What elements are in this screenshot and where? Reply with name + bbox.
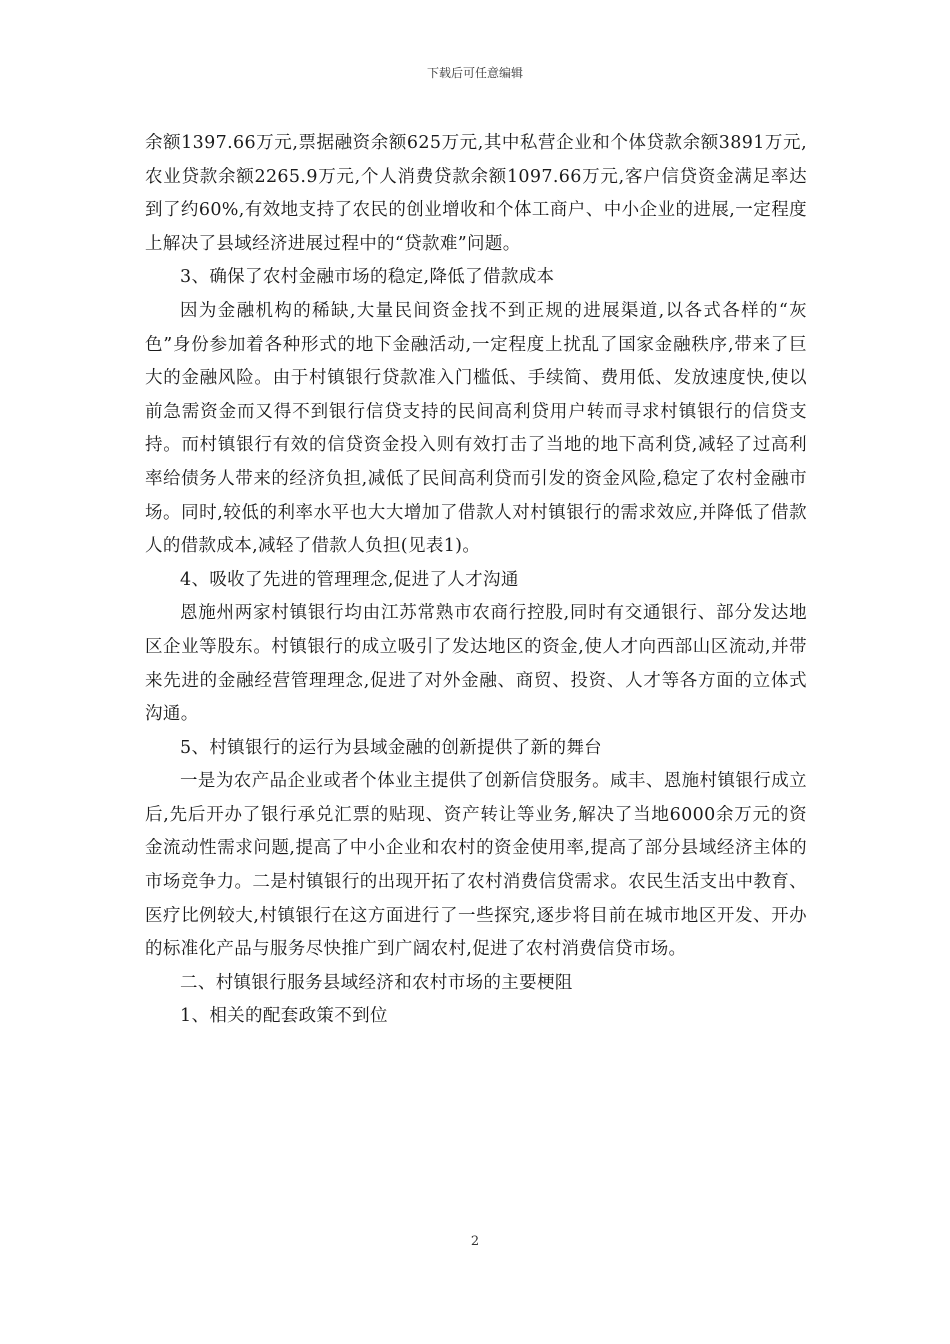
chapter-heading: 二、村镇银行服务县域经济和农村市场的主要梗阻 [180,972,573,993]
paragraph: 一是为农产品企业或者个体业主提供了创新信贷服务。咸丰、恩施村镇银行成立后,先后开办了银行承兑汇票的贴现、资产转让等业务,解决了当地6000余万元的资金流动性需求问题,提高了中小企业和农村的资金使用率,提高了部分县域经济主体的市场竞争力。二是村镇银行的出现开拓了农村消费信贷需求。农民生活支出中教育、医疗比例较大,村镇银行在这方面进行了一些探究,逐步将目前在城市地区开发、开办的标准化产品与服务尽快推广到广阔农村,促进了农村消费信贷市场。 [145,771,807,960]
page-header: 下载后可任意编辑 [426,66,523,80]
paragraph: 恩施州两家村镇银行均由江苏常熟市农商行控股,同时有交通银行、部分发达地区企业等股东。村镇银行的成立吸引了发达地区的资金,使人才向西部山区流动,并带来先进的金融经营管理理念,促进了对外金融、商贸、投资、人才等各方面的立体式沟通。 [145,603,807,725]
page-number: 2 [470,1234,480,1249]
section-heading: 1、相关的配套政策不到位 [180,1006,388,1027]
document-body [145,127,807,1034]
section-heading: 4、吸收了先进的管理理念,促进了人才沟通 [180,569,519,590]
section-heading: 5、村镇银行的运行为县域金融的创新提供了新的舞台 [180,737,603,758]
paragraph: 因为金融机构的稀缺,大量民间资金找不到正规的进展渠道,以各式各样的“灰色”身份参加着各种形式的地下金融活动,一定程度上扰乱了国家金融秩序,带来了巨大的金融风险。由于村镇银行贷款准入门槛低、手续简、费用低、发放速度快,使以前急需资金而又得不到银行信贷支持的民间高利贷用户转而寻求村镇银行的信贷支持。而村镇银行有效的信贷资金投入则有效打击了当地的地下高利贷,减轻了过高利率给债务人带来的经济负担,减低了民间高利贷而引发的资金风险,稳定了农村金融市场。同时,较低的利率水平也大大增加了借款人对村镇银行的需求效应,并降低了借款人的借款成本,减轻了借款人负担(见表1)。 [145,300,807,557]
paragraph: 余额1397.66万元,票据融资余额625万元,其中私营企业和个体贷款余额3891万元,农业贷款余额2265.9万元,个人消费贷款余额1097.66万元,客户信贷资金满足率达到了约60%,有效地支持了农民的创业增收和个体工商户、中小企业的进展,一定程度上解决了县域经济进展过程中的“贷款难”问题。 [145,133,807,254]
section-heading: 3、确保了农村金融市场的稳定,降低了借款成本 [180,267,555,288]
